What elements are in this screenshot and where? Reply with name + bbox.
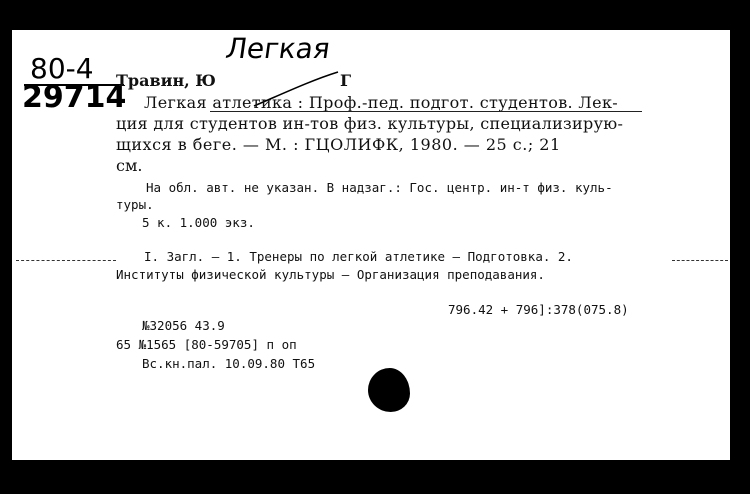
dashed-rule-right [672,260,728,261]
body-line-3: щихся в беге. — М. : ГЦОЛИФК, 1980. — 25 с.; 21 [116,135,561,154]
footer-line-1: №32056 43.9 [142,318,225,333]
handwritten-title-word: Легкая [223,32,333,65]
handwritten-code: 80-4 [30,52,94,85]
note-line-2: туры. [116,197,154,212]
dashed-rule-left [16,260,116,261]
author-heading: Травин, Ю [116,71,216,90]
subject-line-1: I. Загл. — 1. Тренеры по легкой атлетике — Подготовка. 2. [144,249,573,264]
note-line-3: 5 к. 1.000 экз. [142,215,255,230]
body-line-1: Легкая атлетика : Проф.-пед. подгот. студентов. Лек- [144,93,619,112]
subject-line-2: Институты физической культуры — Организация преподавания. [116,267,545,282]
classification-index: 796.42 + 796]:378(075.8) [448,302,629,317]
body-line-2: ция для студентов ин-тов физ. культуры, специализирую- [116,114,624,133]
body-line-4: см. [116,156,143,175]
handwritten-number: 29714 [22,80,127,115]
catalog-card [12,30,730,460]
note-line-1: На обл. авт. не указан. В надзаг.: Гос. центр. ин-т физ. куль- [146,180,613,195]
footer-line-2: 65 №1565 [80-59705] п оп [116,337,297,352]
footer-line-3: Вс.кн.пал. 10.09.80 Т65 [142,356,316,371]
title-underline [210,111,642,112]
author-initial-extra: Г [340,71,352,90]
ink-blot [368,368,410,412]
